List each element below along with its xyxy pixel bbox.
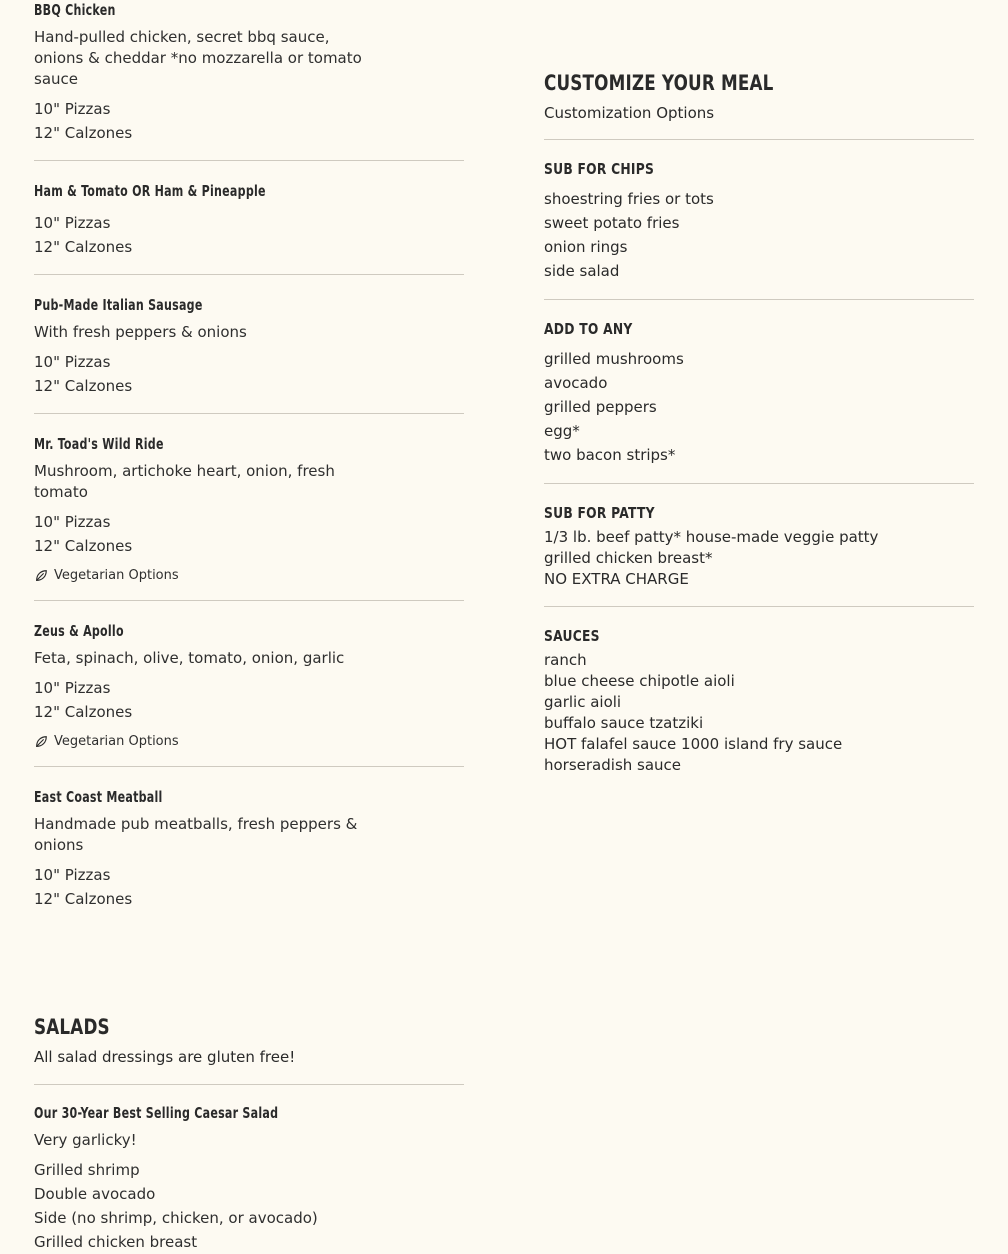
menu-item bbox=[34, 181, 464, 275]
variant-option: Side (no shrimp, chicken, or avocado) bbox=[34, 1209, 318, 1227]
option-line: side salad bbox=[544, 262, 620, 280]
option-group bbox=[544, 300, 974, 484]
salads-section bbox=[34, 1014, 464, 1254]
option-group-title: SUB FOR CHIPS bbox=[544, 160, 655, 178]
menu-item bbox=[34, 434, 464, 601]
menu-item-title: Pub-Made Italian Sausage bbox=[34, 296, 203, 314]
variant-pizza: 10" Pizzas bbox=[34, 679, 111, 697]
variant-pizza: 10" Pizzas bbox=[34, 513, 111, 531]
menu-item-title: Mr. Toad's Wild Ride bbox=[34, 435, 164, 453]
option-line: ranch bbox=[544, 651, 587, 669]
variant-calzone: 12" Calzones bbox=[34, 537, 133, 555]
menu-item-description: Mushroom, artichoke heart, onion, fresh tomato bbox=[34, 462, 335, 501]
menu-item-description: Hand-pulled chicken, secret bbq sauce, onions & cheddar *no mozzarella or tomato sauce bbox=[34, 28, 362, 88]
variant-pizza: 10" Pizzas bbox=[34, 100, 111, 118]
variant-calzone: 12" Calzones bbox=[34, 377, 133, 395]
option-text: 1/3 lb. beef patty* house-made veggie patty grilled chicken breast* bbox=[544, 528, 879, 567]
option-line: two bacon strips* bbox=[544, 446, 676, 464]
menu-item-title: Ham & Tomato OR Ham & Pineapple bbox=[34, 182, 266, 200]
option-group bbox=[544, 140, 974, 300]
option-group bbox=[544, 484, 974, 607]
vegetarian-option bbox=[34, 567, 464, 585]
option-line: onion rings bbox=[544, 238, 628, 256]
variant-calzone: 12" Calzones bbox=[34, 703, 133, 721]
option-line: shoestring fries or tots bbox=[544, 190, 714, 208]
variant-pizza: 10" Pizzas bbox=[34, 214, 111, 232]
leaf-icon bbox=[34, 735, 48, 749]
option-line: HOT falafel sauce 1000 island fry sauce horseradish sauce bbox=[544, 735, 843, 774]
customize-column bbox=[544, 70, 974, 792]
section-subtitle: All salad dressings are gluten free! bbox=[34, 1048, 296, 1066]
option-line: grilled peppers bbox=[544, 398, 657, 416]
option-group-title: SUB FOR PATTY bbox=[544, 504, 655, 522]
vegetarian-label: Vegetarian Options bbox=[54, 734, 179, 749]
section-title: CUSTOMIZE YOUR MEAL bbox=[544, 71, 774, 95]
menu-item bbox=[34, 621, 464, 767]
section-title: SALADS bbox=[34, 1015, 110, 1039]
option-line: egg* bbox=[544, 422, 580, 440]
menu-item-title: Our 30-Year Best Selling Caesar Salad bbox=[34, 1104, 279, 1122]
menu-item-description: Handmade pub meatballs, fresh peppers & onions bbox=[34, 815, 358, 854]
variant-option: Grilled chicken breast bbox=[34, 1233, 198, 1251]
menu-item bbox=[34, 295, 464, 414]
option-line: avocado bbox=[544, 374, 608, 392]
option-line: blue cheese chipotle aioli bbox=[544, 672, 735, 690]
variant-option: Grilled shrimp bbox=[34, 1161, 140, 1179]
variant-calzone: 12" Calzones bbox=[34, 238, 133, 256]
vegetarian-label: Vegetarian Options bbox=[54, 568, 179, 583]
variant-option: Double avocado bbox=[34, 1185, 156, 1203]
menu-item-title: East Coast Meatball bbox=[34, 788, 163, 806]
menu-item bbox=[34, 1085, 464, 1254]
option-line: grilled mushrooms bbox=[544, 350, 684, 368]
menu-item-description: Very garlicky! bbox=[34, 1131, 137, 1149]
variant-pizza: 10" Pizzas bbox=[34, 353, 111, 371]
option-group bbox=[544, 607, 974, 792]
pizza-column bbox=[34, 0, 464, 1254]
variant-calzone: 12" Calzones bbox=[34, 890, 133, 908]
leaf-icon bbox=[34, 569, 48, 583]
option-group-title: ADD TO ANY bbox=[544, 320, 633, 338]
menu-item-description: Feta, spinach, olive, tomato, onion, garlic bbox=[34, 649, 345, 667]
option-line: garlic aioli bbox=[544, 693, 622, 711]
menu-item-description: With fresh peppers & onions bbox=[34, 323, 247, 341]
variant-pizza: 10" Pizzas bbox=[34, 866, 111, 884]
menu-item-title: Zeus & Apollo bbox=[34, 622, 124, 640]
option-line: buffalo sauce tzatziki bbox=[544, 714, 704, 732]
variant-calzone: 12" Calzones bbox=[34, 124, 133, 142]
vegetarian-option bbox=[34, 733, 464, 751]
menu-item bbox=[34, 787, 464, 926]
menu-item bbox=[34, 0, 464, 161]
section-subtitle: Customization Options bbox=[544, 104, 715, 122]
option-group-title: SAUCES bbox=[544, 627, 600, 645]
menu-item-title: BBQ Chicken bbox=[34, 1, 116, 19]
option-line: sweet potato fries bbox=[544, 214, 680, 232]
option-note: NO EXTRA CHARGE bbox=[544, 570, 689, 588]
